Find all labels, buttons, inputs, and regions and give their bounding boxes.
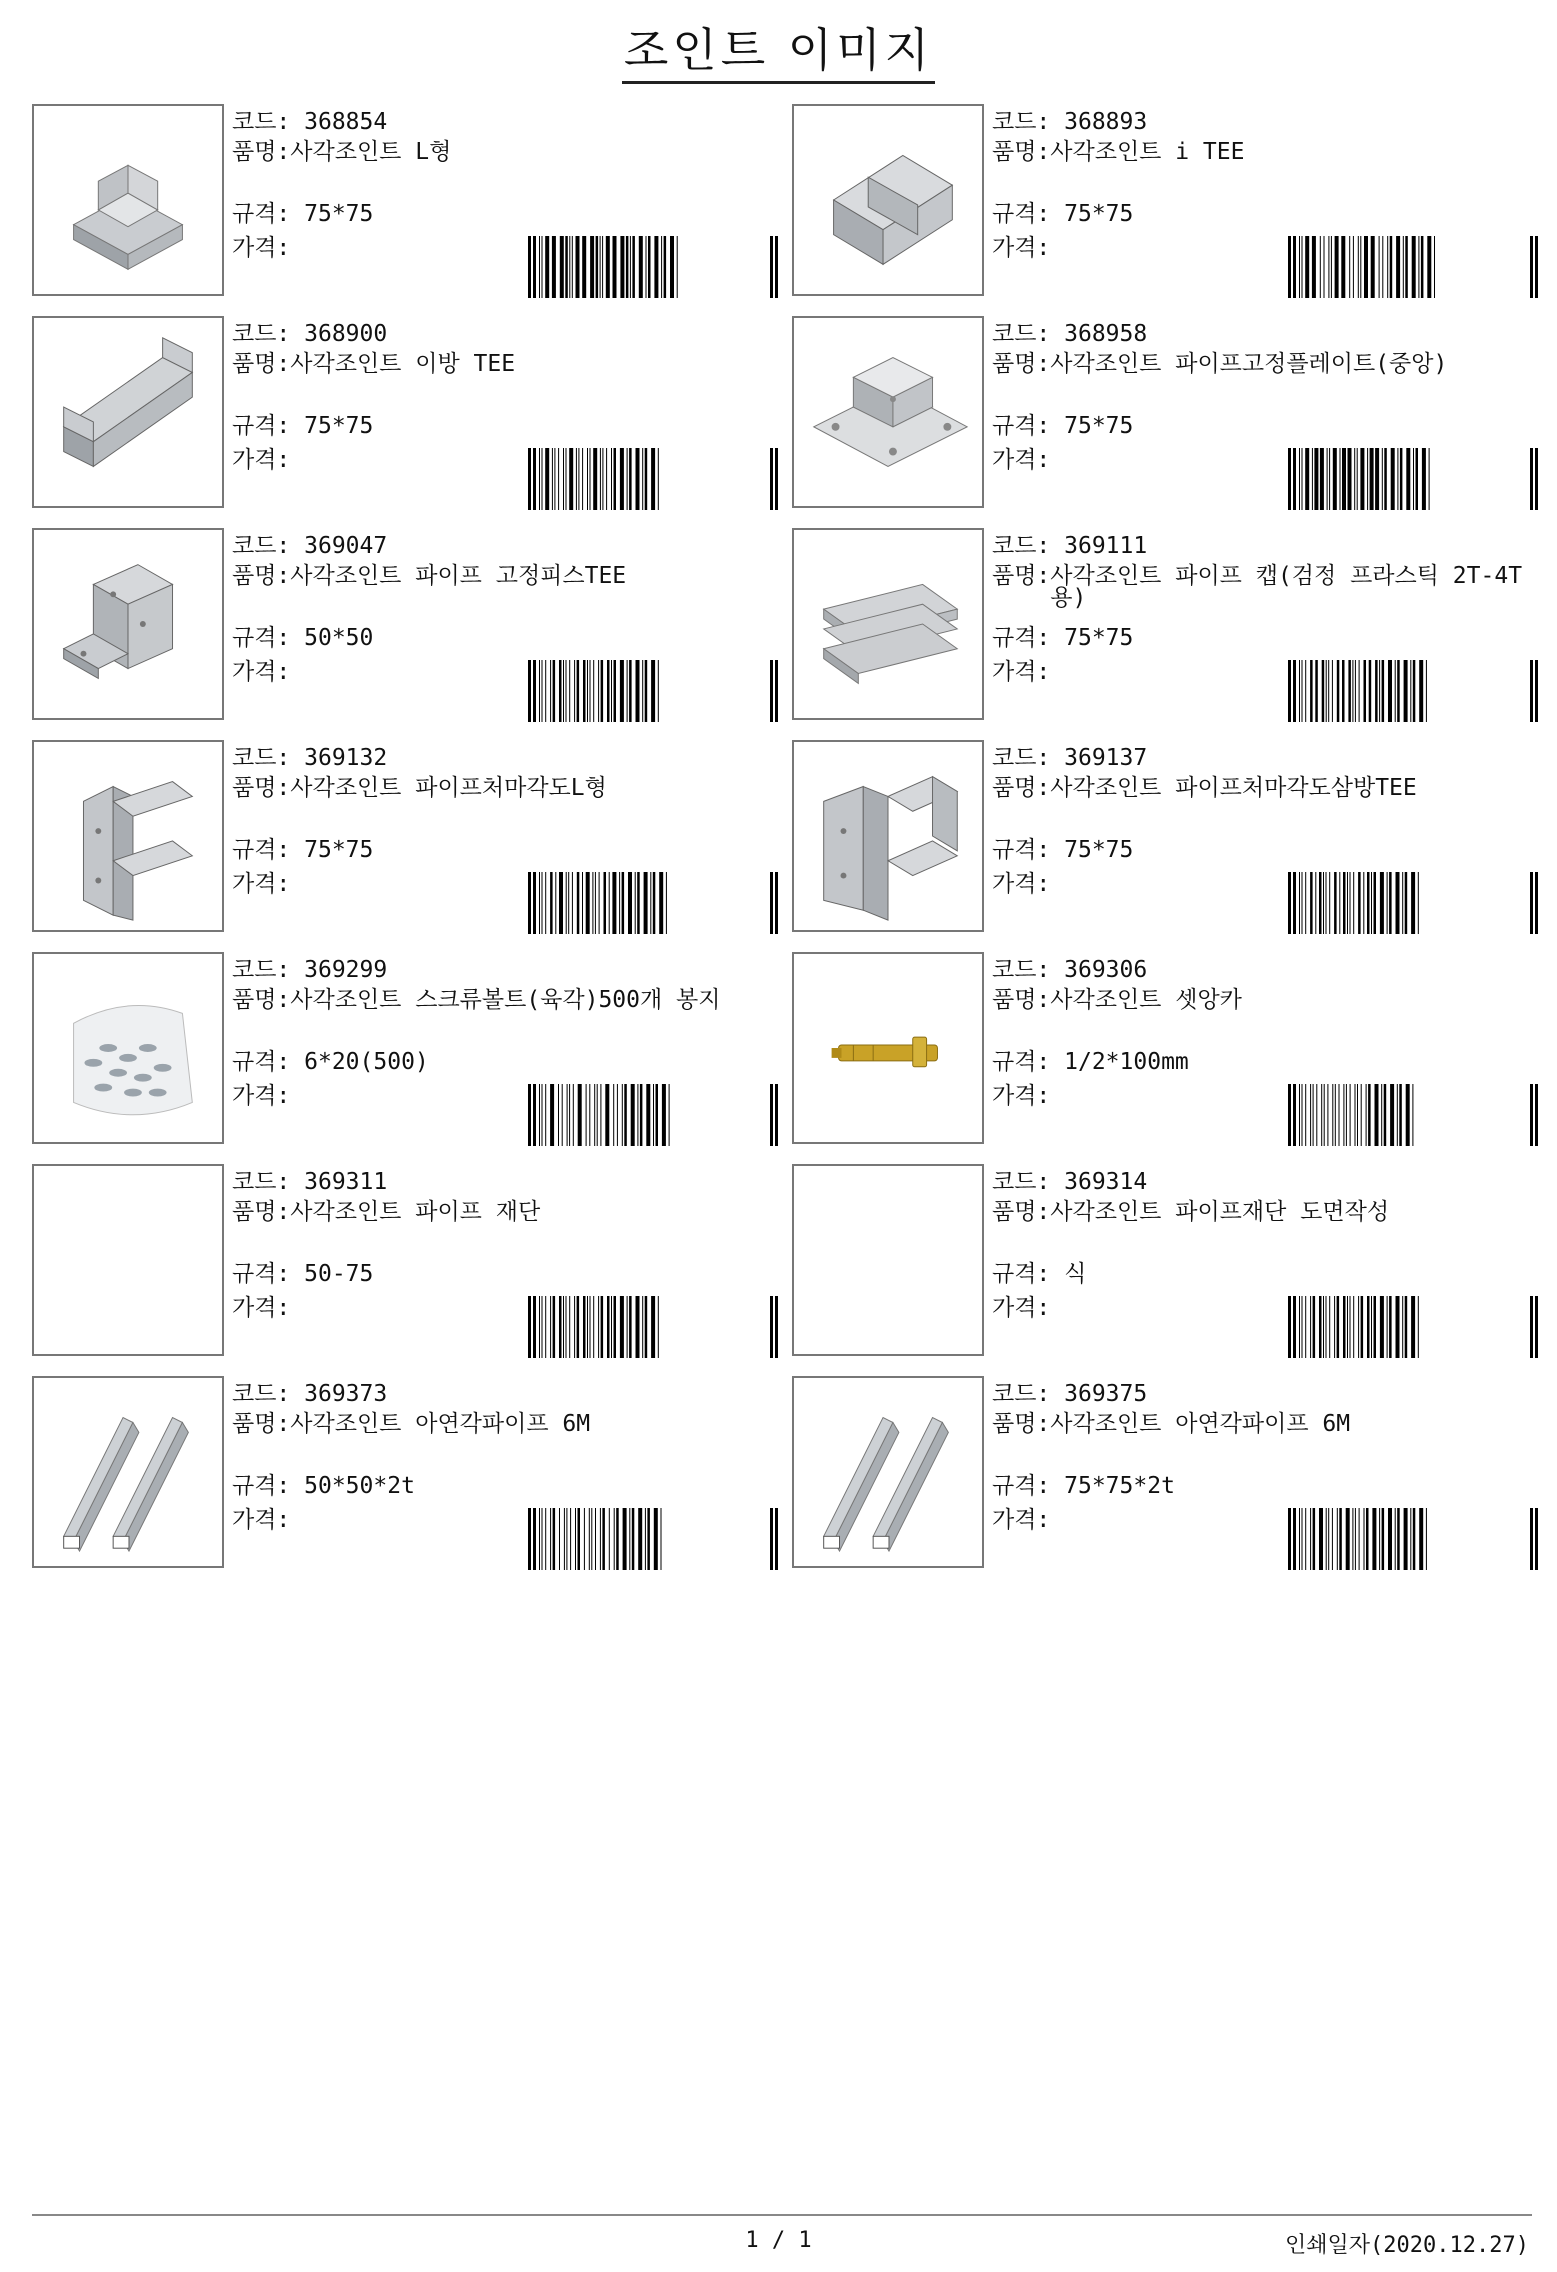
l-joint-icon xyxy=(34,106,222,294)
name-label: 품명: xyxy=(232,1411,291,1437)
product-name xyxy=(992,1410,1537,1438)
spec-label: 규격: xyxy=(992,1049,1065,1075)
product-code xyxy=(992,1380,1147,1408)
name-value: 사각조인트 이방 TEE xyxy=(290,351,516,377)
barcode xyxy=(1288,448,1538,510)
price-label: 가격: xyxy=(232,447,291,473)
product-name xyxy=(232,774,777,802)
spec-value: 75*75*2t xyxy=(1064,1473,1175,1499)
spec-value: 75*75 xyxy=(1064,625,1134,651)
spec-value: 75*75 xyxy=(1064,837,1134,863)
product-spec xyxy=(992,624,1133,652)
spec-label: 규격: xyxy=(232,1473,305,1499)
price-label: 가격: xyxy=(232,1507,291,1533)
code-label: 코드: xyxy=(232,745,305,771)
product-name xyxy=(232,1198,777,1226)
product-price xyxy=(992,234,1050,262)
product-spec xyxy=(232,1472,415,1500)
spec-label: 규격: xyxy=(232,1261,305,1287)
name-value: 사각조인트 L형 xyxy=(290,139,452,165)
product-code xyxy=(992,108,1147,136)
fixing-piece-icon xyxy=(34,530,222,718)
product-price xyxy=(232,658,290,686)
spec-value: 식 xyxy=(1064,1261,1087,1287)
product-card xyxy=(792,952,1537,1144)
product-code xyxy=(232,1380,387,1408)
spec-value: 6*20(500) xyxy=(304,1049,429,1075)
product-card xyxy=(32,952,777,1144)
spec-label: 규격: xyxy=(992,201,1065,227)
name-value: 사각조인트 i TEE xyxy=(1050,139,1245,165)
product-name xyxy=(232,1410,777,1438)
product-card xyxy=(792,316,1537,508)
product-price xyxy=(992,1294,1050,1322)
product-card xyxy=(32,528,777,720)
name-label: 품명: xyxy=(992,351,1051,377)
code-value: 369047 xyxy=(304,533,388,559)
barcode xyxy=(1288,1508,1538,1570)
code-label: 코드: xyxy=(232,1381,305,1407)
spec-label: 규격: xyxy=(992,625,1065,651)
product-name xyxy=(992,986,1537,1014)
product-image xyxy=(32,528,224,720)
name-label: 품명: xyxy=(992,1411,1051,1437)
product-image xyxy=(792,952,984,1144)
product-spec xyxy=(232,1048,429,1076)
product-card xyxy=(792,1376,1537,1568)
product-spec xyxy=(232,200,373,228)
spec-label: 규격: xyxy=(232,413,305,439)
product-price xyxy=(232,234,290,262)
blank-image xyxy=(794,1166,982,1354)
product-name xyxy=(232,350,777,378)
screw-bag-icon xyxy=(34,954,222,1142)
code-value: 369111 xyxy=(1064,533,1148,559)
price-label: 가격: xyxy=(232,235,291,261)
price-label: 가격: xyxy=(992,659,1051,685)
barcode xyxy=(528,1084,778,1146)
blank-image xyxy=(34,1166,222,1354)
name-label: 품명: xyxy=(992,1199,1051,1225)
code-value: 369132 xyxy=(304,745,388,771)
name-label: 품명: xyxy=(992,563,1051,589)
code-value: 369137 xyxy=(1064,745,1148,771)
name-label: 품명: xyxy=(992,775,1051,801)
name-value: 사각조인트 파이프재단 도면작성 xyxy=(1050,1199,1390,1225)
name-label: 품명: xyxy=(992,987,1051,1013)
product-card xyxy=(32,104,777,296)
barcode xyxy=(528,236,778,298)
product-name xyxy=(232,562,777,590)
spec-value: 75*75 xyxy=(1064,201,1134,227)
name-value: 사각조인트 파이프 캡(검정 프라스틱 2T-4T용) xyxy=(1050,563,1523,611)
product-image xyxy=(792,316,984,508)
spec-label: 규격: xyxy=(232,1049,305,1075)
product-code xyxy=(232,1168,387,1196)
product-spec xyxy=(992,1048,1189,1076)
barcode xyxy=(1288,1296,1538,1358)
product-code xyxy=(232,532,387,560)
price-label: 가격: xyxy=(232,1295,291,1321)
product-card xyxy=(32,316,777,508)
spec-value: 75*75 xyxy=(304,837,374,863)
name-value: 사각조인트 파이프 재단 xyxy=(290,1199,541,1225)
product-image xyxy=(32,1164,224,1356)
product-code xyxy=(232,320,387,348)
product-price xyxy=(992,1506,1050,1534)
price-label: 가격: xyxy=(992,1083,1051,1109)
code-label: 코드: xyxy=(232,321,305,347)
code-value: 368900 xyxy=(304,321,388,347)
product-spec xyxy=(992,1260,1086,1288)
code-value: 368958 xyxy=(1064,321,1148,347)
product-price xyxy=(992,446,1050,474)
square-pipe-icon xyxy=(34,1378,222,1566)
product-code xyxy=(232,744,387,772)
price-label: 가격: xyxy=(992,871,1051,897)
code-label: 코드: xyxy=(992,321,1065,347)
code-label: 코드: xyxy=(232,1169,305,1195)
product-spec xyxy=(992,836,1133,864)
name-value: 사각조인트 아연각파이프 6M xyxy=(290,1411,591,1437)
name-label: 품명: xyxy=(232,351,291,377)
product-name xyxy=(992,774,1537,802)
product-spec xyxy=(232,1260,373,1288)
spec-value: 75*75 xyxy=(304,413,374,439)
product-card xyxy=(792,740,1537,932)
i-tee-joint-icon xyxy=(794,106,982,294)
barcode xyxy=(1288,236,1538,298)
code-value: 368854 xyxy=(304,109,388,135)
product-code xyxy=(992,532,1147,560)
product-card xyxy=(32,1376,777,1568)
product-image xyxy=(792,104,984,296)
product-price xyxy=(232,1506,290,1534)
price-label: 가격: xyxy=(992,235,1051,261)
code-label: 코드: xyxy=(992,745,1065,771)
code-value: 368893 xyxy=(1064,109,1148,135)
eaves-angle-l-icon xyxy=(34,742,222,930)
spec-label: 규격: xyxy=(232,625,305,651)
product-name xyxy=(232,986,777,1014)
name-value: 사각조인트 파이프처마각도L형 xyxy=(290,775,607,801)
spec-value: 50*50*2t xyxy=(304,1473,415,1499)
product-card xyxy=(792,104,1537,296)
product-name xyxy=(992,350,1537,378)
product-name xyxy=(992,1198,1537,1226)
barcode xyxy=(1288,660,1538,722)
product-price xyxy=(992,658,1050,686)
product-price xyxy=(232,1294,290,1322)
product-spec xyxy=(232,624,373,652)
spec-label: 규격: xyxy=(232,837,305,863)
product-image xyxy=(792,528,984,720)
name-value: 사각조인트 스크류볼트(육각)500개 봉지 xyxy=(290,987,721,1013)
pipe-cap-icon xyxy=(794,530,982,718)
name-value: 사각조인트 아연각파이프 6M xyxy=(1050,1411,1351,1437)
product-spec xyxy=(992,200,1133,228)
name-label: 품명: xyxy=(232,563,291,589)
code-value: 369314 xyxy=(1064,1169,1148,1195)
barcode xyxy=(528,872,778,934)
price-label: 가격: xyxy=(232,871,291,897)
product-price xyxy=(992,870,1050,898)
spec-label: 규격: xyxy=(992,1261,1065,1287)
product-image xyxy=(792,740,984,932)
product-code xyxy=(992,956,1147,984)
product-price xyxy=(232,1082,290,1110)
code-value: 369299 xyxy=(304,957,388,983)
spec-label: 규격: xyxy=(992,413,1065,439)
spec-value: 1/2*100mm xyxy=(1064,1049,1189,1075)
anchor-bolt-icon xyxy=(794,954,982,1142)
product-code xyxy=(232,108,387,136)
product-code xyxy=(992,1168,1147,1196)
code-label: 코드: xyxy=(992,957,1065,983)
barcode xyxy=(528,448,778,510)
product-card xyxy=(32,1164,777,1356)
code-value: 369306 xyxy=(1064,957,1148,983)
product-image xyxy=(792,1376,984,1568)
name-label: 품명: xyxy=(992,139,1051,165)
page-number: 1 / 1 xyxy=(745,2228,812,2253)
print-date: 인쇄일자(2020.12.27) xyxy=(1285,2233,1529,2258)
barcode xyxy=(528,660,778,722)
barcode xyxy=(1288,1084,1538,1146)
price-label: 가격: xyxy=(232,659,291,685)
code-value: 369311 xyxy=(304,1169,388,1195)
name-value: 사각조인트 셋앙카 xyxy=(1050,987,1242,1013)
name-label: 품명: xyxy=(232,775,291,801)
name-label: 품명: xyxy=(232,987,291,1013)
code-value: 369373 xyxy=(304,1381,388,1407)
product-spec xyxy=(232,836,373,864)
name-label: 품명: xyxy=(232,139,291,165)
product-spec xyxy=(232,412,373,440)
page-title: 조인트 이미지 xyxy=(0,14,1557,80)
spec-value: 75*75 xyxy=(1064,413,1134,439)
product-name xyxy=(992,138,1537,166)
product-card xyxy=(32,740,777,932)
code-label: 코드: xyxy=(992,1169,1065,1195)
product-spec xyxy=(992,1472,1175,1500)
product-code xyxy=(992,744,1147,772)
product-image xyxy=(792,1164,984,1356)
price-label: 가격: xyxy=(992,1507,1051,1533)
barcode xyxy=(528,1296,778,1358)
product-card xyxy=(792,1164,1537,1356)
code-value: 369375 xyxy=(1064,1381,1148,1407)
code-label: 코드: xyxy=(232,533,305,559)
barcode xyxy=(1288,872,1538,934)
code-label: 코드: xyxy=(232,109,305,135)
code-label: 코드: xyxy=(992,1381,1065,1407)
product-code xyxy=(232,956,387,984)
eaves-angle-tee-icon xyxy=(794,742,982,930)
name-value: 사각조인트 파이프 고정피스TEE xyxy=(290,563,627,589)
spec-label: 규격: xyxy=(232,201,305,227)
name-value: 사각조인트 파이프처마각도삼방TEE xyxy=(1050,775,1417,801)
barcode xyxy=(528,1508,778,1570)
product-spec xyxy=(992,412,1133,440)
spec-label: 규격: xyxy=(992,1473,1065,1499)
product-price xyxy=(992,1082,1050,1110)
spec-value: 50-75 xyxy=(304,1261,374,1287)
price-label: 가격: xyxy=(992,447,1051,473)
code-label: 코드: xyxy=(992,109,1065,135)
name-label: 품명: xyxy=(232,1199,291,1225)
product-code xyxy=(992,320,1147,348)
product-name xyxy=(992,562,1537,609)
spec-label: 규격: xyxy=(992,837,1065,863)
product-image xyxy=(32,740,224,932)
product-image xyxy=(32,316,224,508)
product-card xyxy=(792,528,1537,720)
product-price xyxy=(232,870,290,898)
code-label: 코드: xyxy=(992,533,1065,559)
two-way-tee-icon xyxy=(34,318,222,506)
product-name xyxy=(232,138,777,166)
product-image xyxy=(32,1376,224,1568)
price-label: 가격: xyxy=(992,1295,1051,1321)
spec-value: 75*75 xyxy=(304,201,374,227)
product-image xyxy=(32,952,224,1144)
name-value: 사각조인트 파이프고정플레이트(중앙) xyxy=(1050,351,1448,377)
fixing-plate-icon xyxy=(794,318,982,506)
spec-value: 50*50 xyxy=(304,625,374,651)
price-label: 가격: xyxy=(232,1083,291,1109)
footer-divider xyxy=(32,2214,1532,2216)
product-image xyxy=(32,104,224,296)
product-price xyxy=(232,446,290,474)
square-pipe-icon xyxy=(794,1378,982,1566)
code-label: 코드: xyxy=(232,957,305,983)
